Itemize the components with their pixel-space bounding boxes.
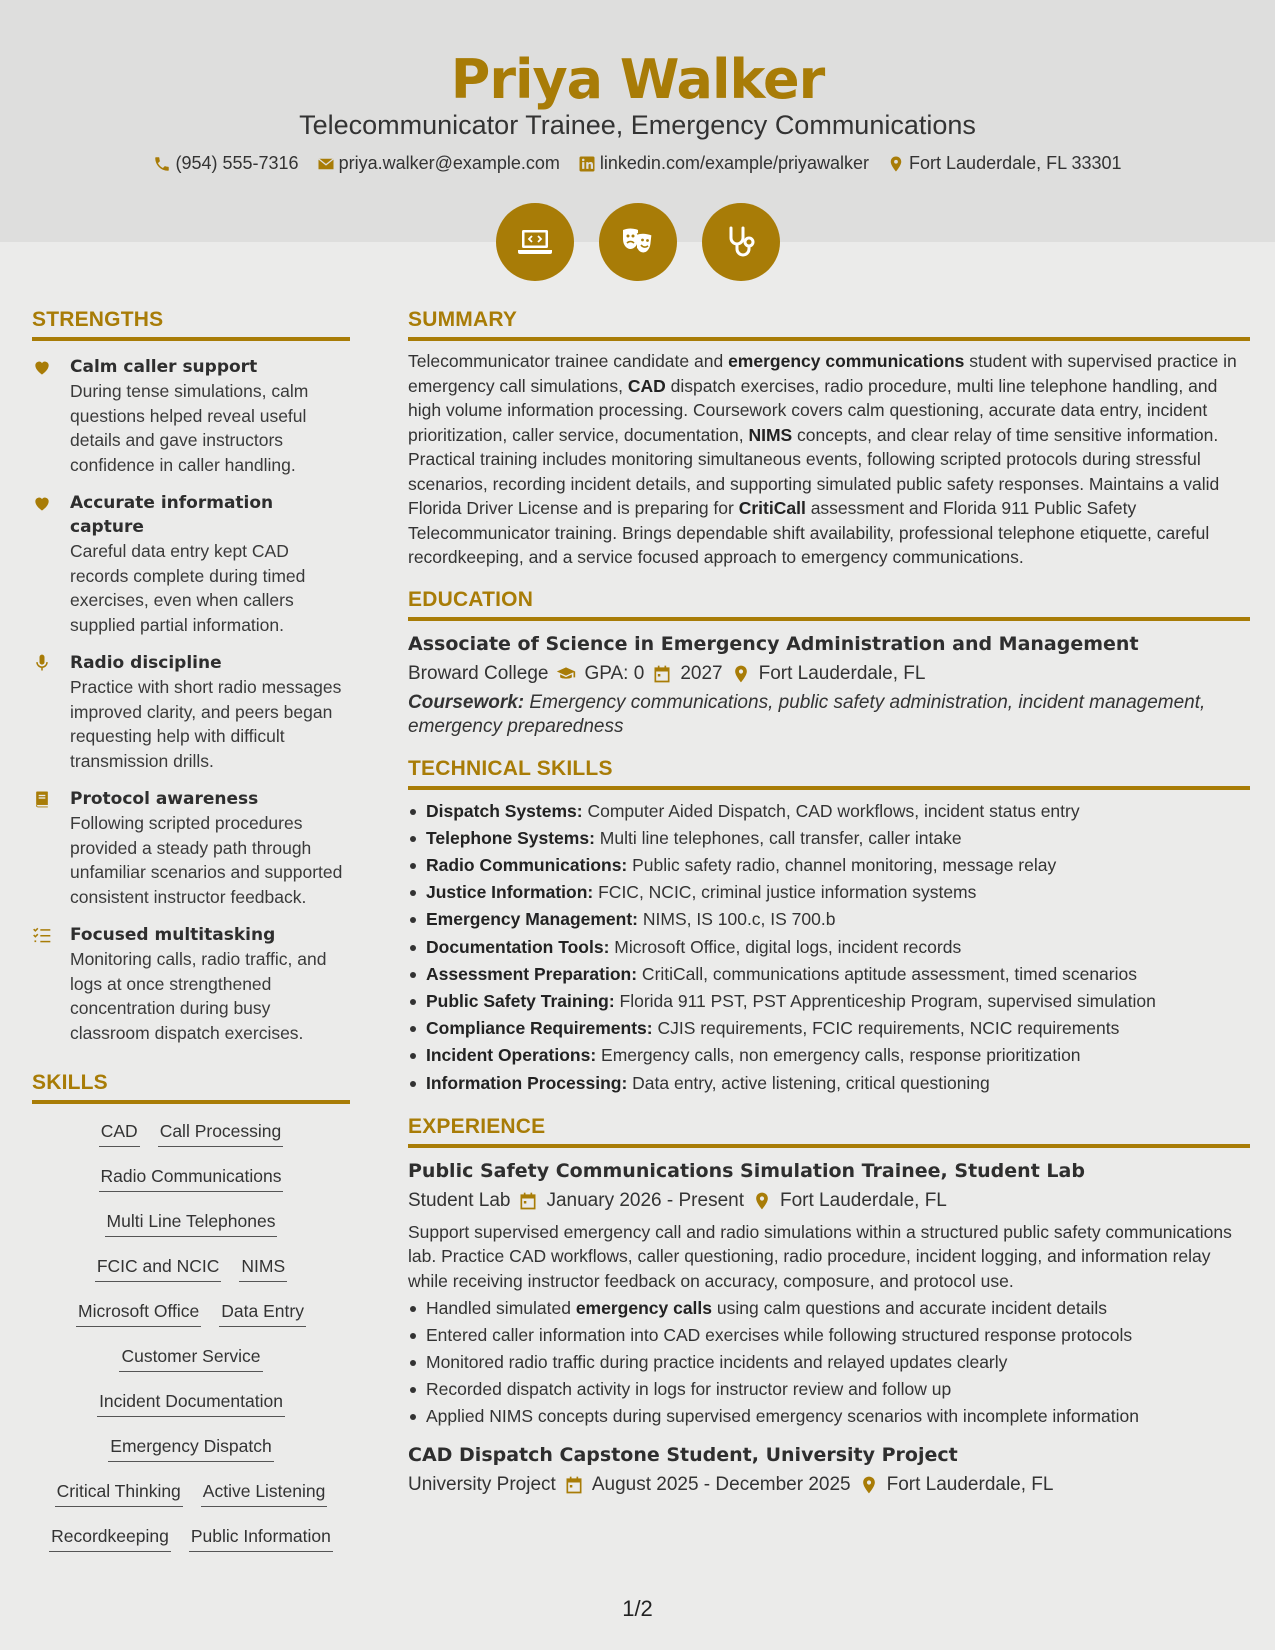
education-heading: EDUCATION xyxy=(408,588,1250,621)
contact-bar xyxy=(0,153,1275,174)
map-pin-icon xyxy=(731,664,751,684)
strength-desc: Monitoring calls, radio traffic, and logs at once strengthened concentration during busy classroom dispatch exercises. xyxy=(70,949,327,1043)
skill-chip: NIMS xyxy=(239,1253,287,1282)
laptop-code-icon xyxy=(515,222,555,262)
list-item: Compliance Requirements: CJIS requirements, FCIC requirements, NCIC requirements xyxy=(408,1015,1250,1042)
skills-section xyxy=(32,1071,350,1552)
technical-skills-heading: TECHNICAL SKILLS xyxy=(408,757,1250,790)
skill-chip: Critical Thinking xyxy=(55,1478,183,1507)
job-dates: August 2025 - December 2025 xyxy=(591,1474,851,1496)
job-meta xyxy=(408,1190,1250,1212)
strength-item xyxy=(32,651,350,773)
map-pin-icon xyxy=(887,155,905,173)
skill-chip: CAD xyxy=(99,1118,140,1147)
skills-heading: SKILLS xyxy=(32,1071,350,1104)
strength-desc: Practice with short radio messages improved clarity, and peers began requesting help with difficult transmission drills. xyxy=(70,677,342,771)
theater-masks-icon xyxy=(618,222,658,262)
job-title: CAD Dispatch Capstone Student, University Project xyxy=(408,1444,958,1467)
list-item: Dispatch Systems: Computer Aided Dispatch, CAD workflows, incident status entry xyxy=(408,798,1250,825)
candidate-title: Telecommunicator Trainee, Emergency Communications xyxy=(299,110,976,140)
skill-chip: Call Processing xyxy=(158,1118,284,1147)
education-section xyxy=(408,588,1250,739)
hero-laptop xyxy=(496,203,574,281)
job-location: Fort Lauderdale, FL xyxy=(886,1474,1054,1496)
calendar-icon xyxy=(652,664,672,684)
experience-heading: EXPERIENCE xyxy=(408,1115,1250,1148)
envelope-icon xyxy=(317,155,335,173)
list-item: Radio Communications: Public safety radio, channel monitoring, message relay xyxy=(408,852,1250,879)
list-item: Information Processing: Data entry, active listening, critical questioning xyxy=(408,1070,1250,1097)
contact-location xyxy=(887,153,1121,174)
strength-desc: Following scripted procedures provided a steady path through unfamiliar scenarios and supported consistent instructor feedback. xyxy=(70,813,343,907)
list-check-icon xyxy=(32,925,52,945)
contact-phone[interactable] xyxy=(153,153,298,174)
email-text: priya.walker@example.com xyxy=(338,153,560,173)
hero-masks xyxy=(599,203,677,281)
job-dates: January 2026 - Present xyxy=(546,1189,744,1211)
experience-section xyxy=(408,1115,1250,1497)
candidate-name: Priya Walker xyxy=(450,48,825,111)
list-item: Justice Information: FCIC, NCIC, criminal justice information systems xyxy=(408,879,1250,906)
skill-chip: FCIC and NCIC xyxy=(95,1253,222,1282)
right-column xyxy=(408,308,1250,1496)
heart-icon xyxy=(32,493,52,513)
skill-chip: Multi Line Telephones xyxy=(105,1208,278,1237)
list-item: Entered caller information into CAD exercises while following structured response protocols xyxy=(408,1322,1250,1349)
strength-title: Calm caller support xyxy=(70,357,258,377)
microphone-icon xyxy=(32,653,52,673)
list-item: Assessment Preparation: CritiCall, communications aptitude assessment, timed scenarios xyxy=(408,961,1250,988)
job-location: Fort Lauderdale, FL xyxy=(780,1189,947,1211)
strength-item xyxy=(32,355,350,477)
school-location: Fort Lauderdale, FL xyxy=(758,662,926,684)
degree-title: Associate of Science in Emergency Administration and Management xyxy=(408,632,1139,655)
graduation-year: 2027 xyxy=(680,662,723,684)
technical-skills-section xyxy=(408,757,1250,1097)
skill-chip: Data Entry xyxy=(219,1298,306,1327)
calendar-icon xyxy=(564,1475,584,1495)
strength-item xyxy=(32,491,350,637)
list-item: Applied NIMS concepts during supervised emergency scenarios with incomplete information xyxy=(408,1403,1250,1430)
strength-item xyxy=(32,923,350,1045)
strengths-heading: STRENGTHS xyxy=(32,308,350,341)
list-item: Telephone Systems: Multi line telephones, call transfer, caller intake xyxy=(408,825,1250,852)
skill-chip: Microsoft Office xyxy=(76,1298,201,1327)
phone-text: (954) 555-7316 xyxy=(175,153,299,173)
heart-icon xyxy=(32,357,52,377)
list-item: Public Safety Training: Florida 911 PST, PST Apprenticeship Program, supervised simulation xyxy=(408,988,1250,1015)
strength-desc: Careful data entry kept CAD records complete during timed exercises, even when callers supplied partial information. xyxy=(70,541,306,635)
skill-chip: Emergency Dispatch xyxy=(108,1433,273,1462)
summary-heading: SUMMARY xyxy=(408,308,1250,341)
technical-skills-list xyxy=(408,798,1250,1097)
job-meta xyxy=(408,1474,1250,1496)
skill-chip: Recordkeeping xyxy=(49,1523,171,1552)
book-icon xyxy=(32,789,52,809)
strength-title: Protocol awareness xyxy=(70,789,259,809)
list-item: Monitored radio traffic during practice incidents and relayed updates clearly xyxy=(408,1349,1250,1376)
job-title: Public Safety Communications Simulation Trainee, Student Lab xyxy=(408,1159,1085,1182)
list-item: Handled simulated emergency calls using calm questions and accurate incident details xyxy=(408,1295,1250,1322)
skill-chip: Customer Service xyxy=(119,1343,262,1372)
graduation-cap-icon xyxy=(556,664,576,684)
calendar-icon xyxy=(518,1191,538,1211)
gpa-text: GPA: 0 xyxy=(584,662,645,684)
page-number: 1/2 xyxy=(622,1596,653,1621)
strength-item xyxy=(32,787,350,909)
coursework: Coursework: Emergency communications, public safety administration, incident management, emergency preparedness xyxy=(408,691,1206,737)
strength-title: Accurate information capture xyxy=(70,493,274,537)
skill-chip: Public Information xyxy=(189,1523,333,1552)
map-pin-icon xyxy=(859,1475,879,1495)
school-name: Broward College xyxy=(408,662,549,684)
skill-chip: Radio Communications xyxy=(99,1163,284,1192)
phone-icon xyxy=(153,155,171,173)
left-column xyxy=(32,308,350,1552)
job-description: Support supervised emergency call and radio simulations within a structured public safety communications lab. Practice CAD workflows, caller questioning, radio procedure, incident logging, and information relay while receiving instructor feedback on accuracy, composure, and protocol use. xyxy=(408,1221,1232,1291)
skill-chip: Incident Documentation xyxy=(97,1388,285,1417)
linkedin-text: linkedin.com/example/priyawalker xyxy=(599,153,870,173)
education-meta xyxy=(408,663,1250,685)
strength-title: Radio discipline xyxy=(70,653,222,673)
hero-stethoscope xyxy=(702,203,780,281)
job-bullets xyxy=(408,1295,1250,1430)
contact-linkedin[interactable] xyxy=(578,153,869,174)
strength-title: Focused multitasking xyxy=(70,925,276,945)
job-org: University Project xyxy=(408,1474,556,1496)
list-item: Recorded dispatch activity in logs for instructor review and follow up xyxy=(408,1376,1250,1403)
contact-email[interactable] xyxy=(317,153,560,174)
skills-chips xyxy=(32,1118,350,1552)
hero-icon-row xyxy=(0,203,1275,281)
list-item: Incident Operations: Emergency calls, non emergency calls, response prioritization xyxy=(408,1042,1250,1069)
list-item: Documentation Tools: Microsoft Office, digital logs, incident records xyxy=(408,934,1250,961)
skill-chip: Active Listening xyxy=(201,1478,328,1507)
location-text: Fort Lauderdale, FL 33301 xyxy=(909,153,1122,173)
stethoscope-icon xyxy=(721,222,761,262)
map-pin-icon xyxy=(752,1191,772,1211)
list-item: Emergency Management: NIMS, IS 100.c, IS 700.b xyxy=(408,906,1250,933)
strength-desc: During tense simulations, calm questions helped reveal useful details and gave instructors confidence in caller handling. xyxy=(70,381,309,475)
summary-text: Telecommunicator trainee candidate and emergency communications student with supervised practice in emergency call simulations, CAD dispatch exercises, radio procedure, multi line telephone handling, and high volume information processing. Coursework covers calm questioning, accurate data entry, incident prioritization, caller service, documentation, NIMS concepts, and clear relay of time sensitive information. Practical training includes monitoring simultaneous events, following scripted protocols during stressful scenarios, recording incident details, and supporting simulated public safety responses. Maintains a valid Florida Driver License and is preparing for CritiCall assessment and Florida 911 Public Safety Telecommunicator training. Brings dependable shift availability, professional telephone etiquette, careful recordkeeping, and a service focused approach to emergency communications. xyxy=(408,351,1237,567)
job-org: Student Lab xyxy=(408,1189,511,1211)
linkedin-icon xyxy=(578,155,596,173)
